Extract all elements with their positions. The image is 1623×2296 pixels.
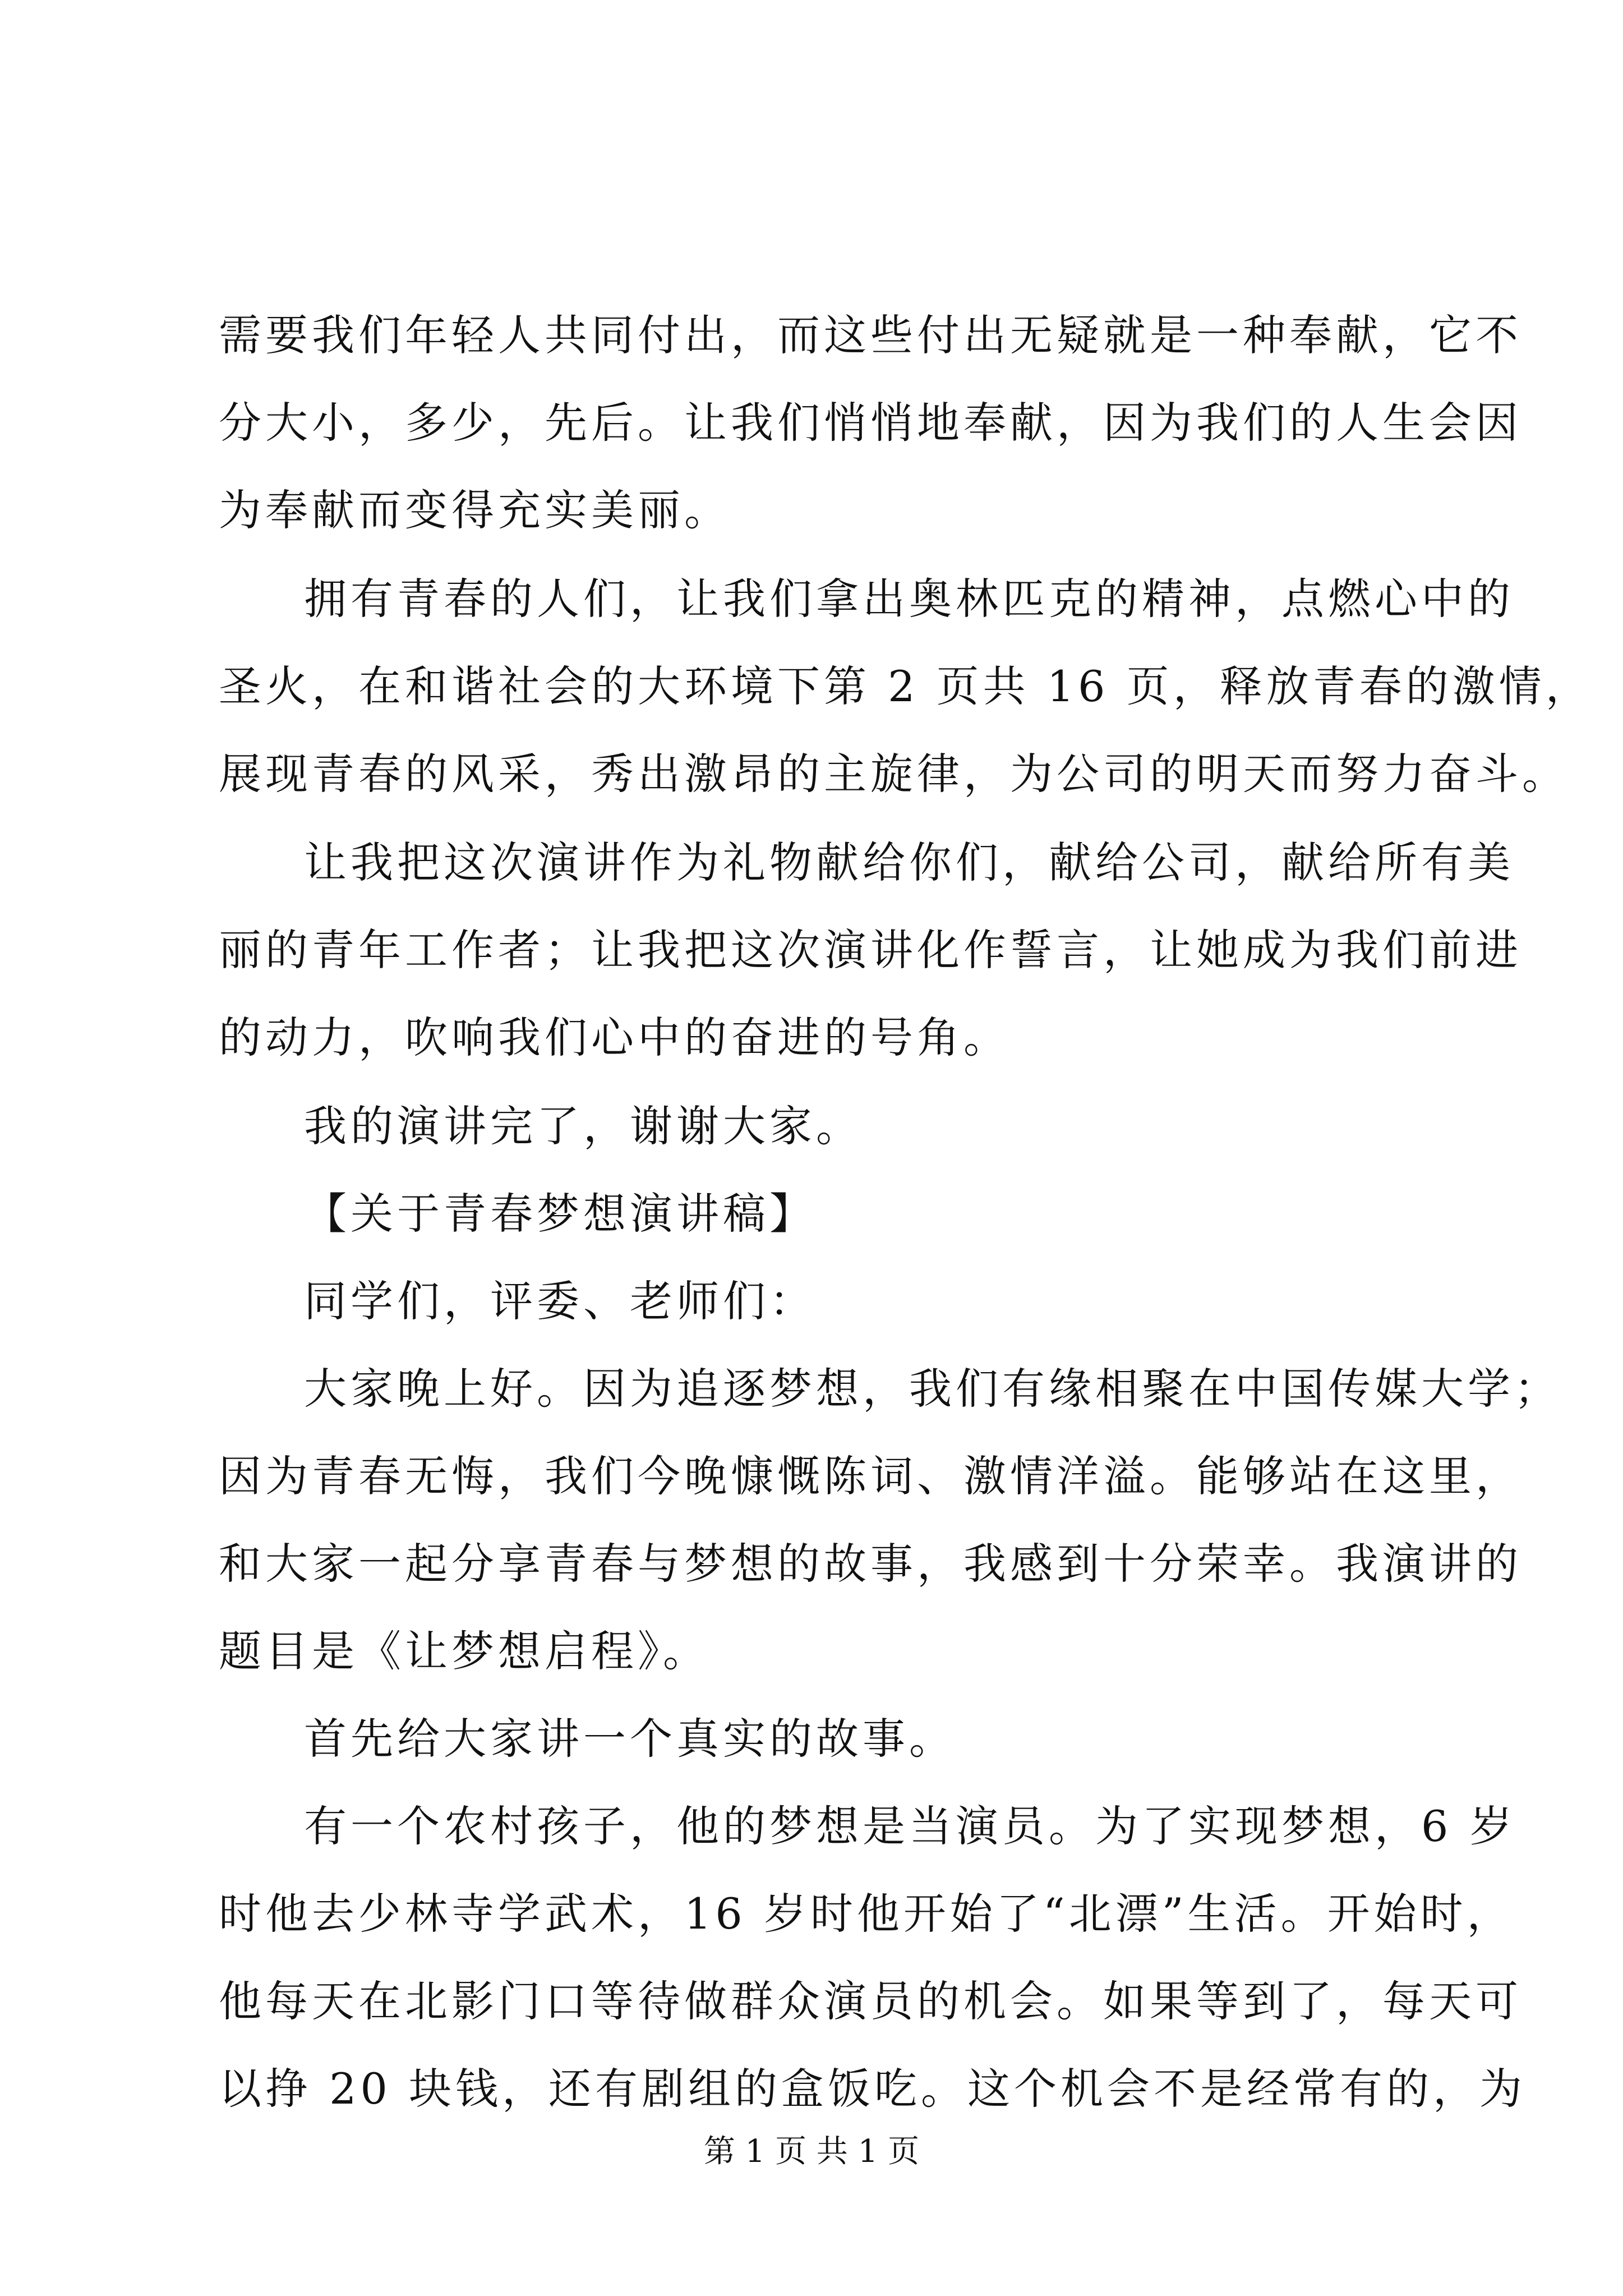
text-line: 和大家一起分享青春与梦想的故事，我感到十分荣幸。我演讲的: [219, 1539, 1522, 1589]
text-line: 有一个农村孩子，他的梦想是当演员。为了实现梦想，6 岁: [304, 1801, 1516, 1851]
text-line: 以挣 20 块钱，还有剧组的盒饭吃。这个机会不是经常有的，为: [219, 2064, 1527, 2114]
text-line: 需要我们年轻人共同付出，而这些付出无疑就是一种奉献，它不: [219, 310, 1522, 360]
text-line: 为奉献而变得充实美丽。: [219, 485, 731, 535]
text-line: 丽的青年工作者；让我把这次演讲化作誓言，让她成为我们前进: [219, 925, 1522, 975]
text-line: 同学们，评委、老师们：: [304, 1276, 816, 1326]
text-line: 的动力，吹响我们心中的奋进的号角。: [219, 1013, 1010, 1062]
text-line: 时他去少林寺学武术，16 岁时他开始了“北漂”生活。开始时，: [219, 1889, 1514, 1939]
text-line: 分大小，多少，先后。让我们悄悄地奉献，因为我们的人生会因: [219, 398, 1522, 448]
text-line: 他每天在北影门口等待做群众演员的机会。如果等到了，每天可: [219, 1976, 1522, 2026]
section-heading: 【关于青春梦想演讲稿】: [304, 1189, 816, 1239]
text-line: 让我把这次演讲作为礼物献给你们，献给公司，献给所有美: [304, 838, 1514, 887]
text-line: 展现青春的风采，秀出激昂的主旋律，为公司的明天而努力奋斗。: [219, 749, 1569, 799]
text-line: 题目是《让梦想启程》。: [219, 1626, 709, 1676]
page-number-footer: 第 1 页 共 1 页: [703, 2133, 920, 2170]
text-line: 我的演讲完了，谢谢大家。: [304, 1101, 863, 1151]
text-line: 首先给大家讲一个真实的故事。: [304, 1714, 956, 1764]
text-line: 大家晚上好。因为追逐梦想，我们有缘相聚在中国传媒大学；: [304, 1364, 1561, 1414]
text-line: 拥有青春的人们，让我们拿出奥林匹克的精神，点燃心中的: [304, 574, 1514, 624]
text-line: 因为青春无悔，我们今晚慷慨陈词、激情洋溢。能够站在这里，: [219, 1451, 1522, 1501]
text-line: 圣火，在和谐社会的大环境下第 2 页共 16 页，释放青春的激情，: [219, 661, 1592, 711]
